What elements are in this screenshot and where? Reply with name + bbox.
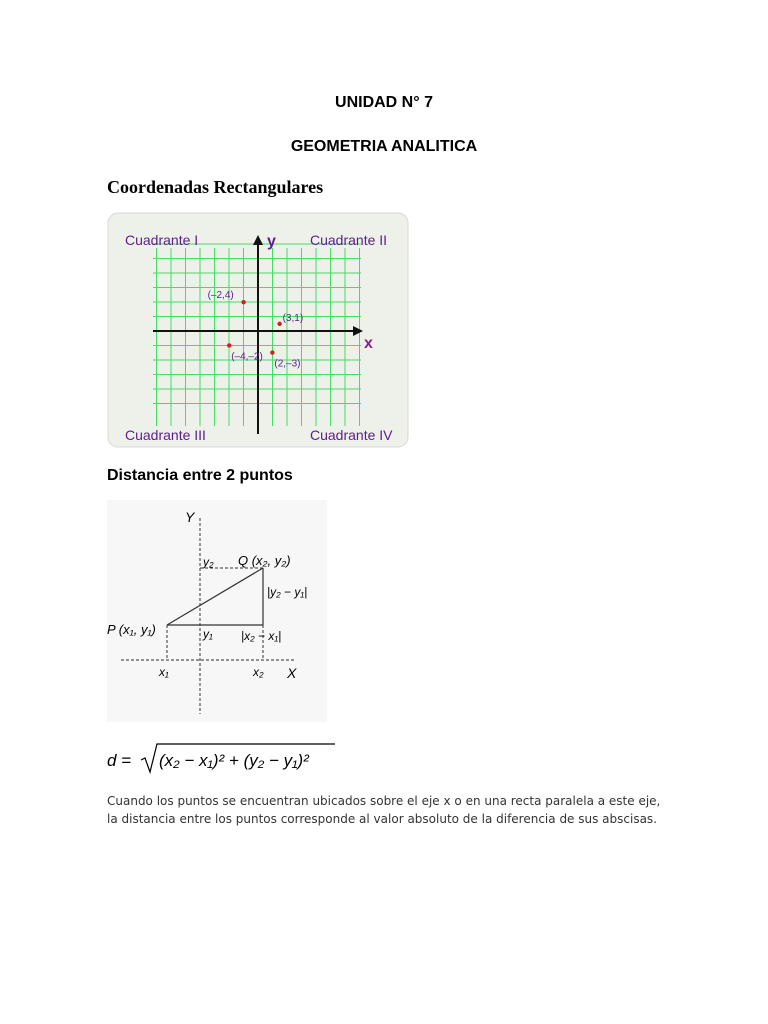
distance-heading: Distancia entre 2 puntos <box>107 467 293 484</box>
distance-formula <box>107 740 347 780</box>
unit-title: UNIDAD N° 7 <box>335 94 433 111</box>
point-label: (–2,4) <box>207 290 234 302</box>
quadrant-3-label: Cuadrante III <box>125 427 206 443</box>
quadrant-figure <box>107 212 409 448</box>
formula-lhs: d = <box>107 751 132 770</box>
point-Q-label: Q (x₂, y₂) <box>238 553 291 568</box>
x-axis-label: x <box>364 335 373 352</box>
quadrant-2-label: Cuadrante I <box>125 232 199 248</box>
plot-point <box>227 343 231 347</box>
tick-y1-label: y₁ <box>203 627 213 641</box>
distance-paragraph: Cuando los puntos se encuentran ubicados sobre el eje x o en una recta paralela a este eje, la distancia entre los puntos corresponde al valor absoluto de la diferencia de sus abscisas. <box>107 794 661 826</box>
plot-point <box>270 350 274 354</box>
axis-Y-label: Y <box>185 509 195 525</box>
distance-figure <box>107 500 327 722</box>
axis-X-label: X <box>287 665 297 681</box>
section-title: GEOMETRIA ANALITICA <box>290 138 478 155</box>
plot-point <box>277 322 281 326</box>
formula-radicand: (x₂ − x₁)² + (y₂ − y₁)² <box>159 751 309 770</box>
quadrant-4-label: Cuadrante IV <box>310 427 393 443</box>
plot-point <box>241 300 245 304</box>
point-label: (–4,–2) <box>231 351 263 363</box>
tick-y2-label: y₂ <box>203 555 214 569</box>
point-label: (2,–3) <box>274 358 301 370</box>
vertical-leg-label: |y₂ − y₁| <box>267 585 308 599</box>
diagram-background <box>107 500 327 722</box>
point-label: (3,1) <box>282 312 304 324</box>
coords-heading: Coordenadas Rectangulares <box>107 177 324 197</box>
horizontal-leg-label: |x₂ − x₁| <box>241 629 282 643</box>
tick-x2-label: x₂ <box>253 665 264 679</box>
point-P-label: P (x₁, y₁) <box>107 622 156 637</box>
tick-x1-label: x₁ <box>159 665 169 679</box>
y-axis-label: y <box>267 233 276 250</box>
quadrant-1-label: Cuadrante II <box>310 232 388 248</box>
